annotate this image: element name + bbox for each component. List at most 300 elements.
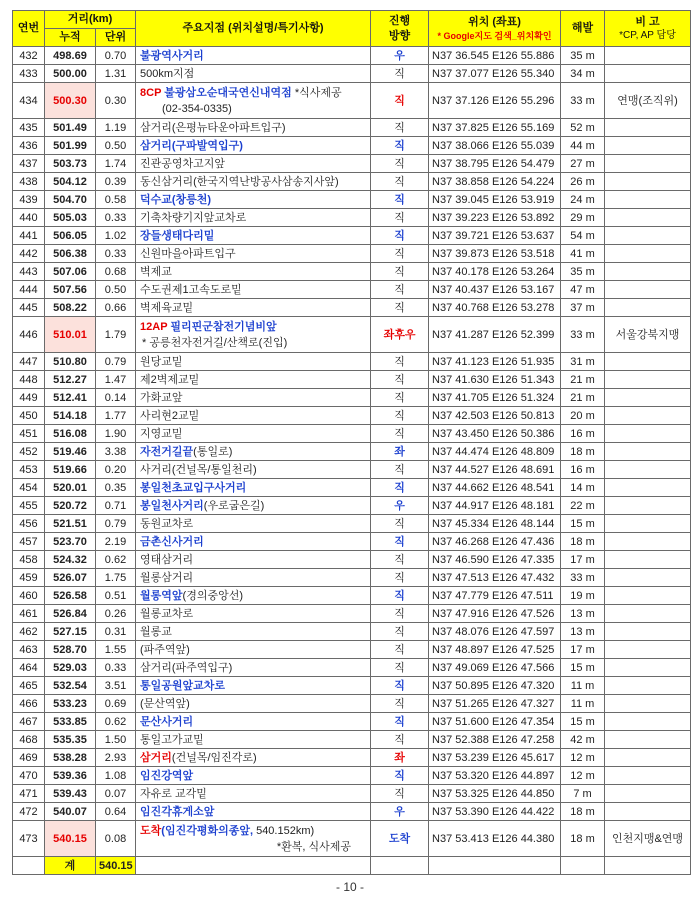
cell-remark: [605, 479, 691, 497]
cell-sequence-number: 459: [13, 569, 45, 587]
cell-direction: 좌: [371, 749, 429, 767]
point-text: *환복, 식사제공: [276, 840, 352, 853]
cell-remark: [605, 731, 691, 749]
cell-coordinates: N37 41.630 E126 51.343: [429, 371, 561, 389]
point-text: 문산사거리: [140, 715, 194, 728]
cell-elevation: 33 m: [561, 83, 605, 119]
table-row: [13, 245, 691, 263]
cell-direction: 직: [371, 371, 429, 389]
total-value: 540.15: [96, 857, 136, 875]
header-distance: 거리(km): [45, 11, 136, 29]
cell-segment-km: 0.30: [96, 83, 136, 119]
point-text: 영태삼거리: [140, 553, 194, 566]
point-line: [140, 732, 367, 748]
cell-direction: 직: [371, 587, 429, 605]
cell-main-point: [136, 461, 371, 479]
cell-segment-km: 0.58: [96, 191, 136, 209]
cell-direction: 직: [371, 191, 429, 209]
point-text: 원당교밑: [140, 355, 183, 368]
cell-segment-km: 0.07: [96, 785, 136, 803]
point-line: [140, 156, 367, 172]
cell-main-point: [136, 623, 371, 641]
cell-segment-km: 0.33: [96, 209, 136, 227]
point-line: [140, 282, 367, 298]
cell-sequence-number: 464: [13, 659, 45, 677]
table-row: [13, 605, 691, 623]
cell-main-point: [136, 227, 371, 245]
cell-direction: 직: [371, 65, 429, 83]
cell-remark: [605, 47, 691, 65]
cell-coordinates: N37 37.126 E126 55.296: [429, 83, 561, 119]
table-row: [13, 227, 691, 245]
cell-sequence-number: 447: [13, 353, 45, 371]
cell-direction: 우: [371, 47, 429, 65]
header-remark-note: *CP, AP 담당: [619, 30, 676, 41]
cell-direction: 직: [371, 461, 429, 479]
cell-sequence-number: 470: [13, 767, 45, 785]
cell-remark: [605, 497, 691, 515]
point-line: [140, 516, 367, 532]
cell-remark: [605, 425, 691, 443]
header-direction-line1: 진행: [388, 14, 411, 27]
cell-remark: 서울강북지맹: [605, 317, 691, 353]
cell-cumulative-km: 508.22: [45, 299, 96, 317]
point-line: [140, 390, 367, 406]
cell-cumulative-km: 512.41: [45, 389, 96, 407]
cell-remark: [605, 569, 691, 587]
point-line: [140, 750, 367, 766]
table-row: [13, 281, 691, 299]
cell-remark: 인천지맹&연맹: [605, 821, 691, 857]
cell-sequence-number: 446: [13, 317, 45, 353]
cell-direction: 직: [371, 533, 429, 551]
cell-sequence-number: 433: [13, 65, 45, 83]
cell-sequence-number: 458: [13, 551, 45, 569]
point-line: [140, 660, 367, 676]
cell-main-point: [136, 641, 371, 659]
cell-coordinates: N37 48.897 E126 47.525: [429, 641, 561, 659]
point-line: [140, 839, 367, 855]
point-line: [140, 714, 367, 730]
cell-direction: 우: [371, 497, 429, 515]
cell-elevation: 13 m: [561, 605, 605, 623]
cell-cumulative-km: 519.66: [45, 461, 96, 479]
cell-main-point: [136, 821, 371, 857]
cell-cumulative-km: 516.08: [45, 425, 96, 443]
table-row: [13, 659, 691, 677]
cell-sequence-number: 457: [13, 533, 45, 551]
table-row: [13, 767, 691, 785]
table-row: [13, 371, 691, 389]
cell-cumulative-km: 506.05: [45, 227, 96, 245]
cell-coordinates: N37 41.287 E126 52.399: [429, 317, 561, 353]
cell-direction: 직: [371, 641, 429, 659]
table-row: [13, 551, 691, 569]
cell-cumulative-km: 538.28: [45, 749, 96, 767]
point-line: [140, 408, 367, 424]
cell-coordinates: N37 42.503 E126 50.813: [429, 407, 561, 425]
point-text: 벽제교: [140, 265, 172, 278]
cell-remark: [605, 515, 691, 533]
cell-coordinates: N37 44.527 E126 48.691: [429, 461, 561, 479]
header-location: [429, 11, 561, 47]
cell-segment-km: 1.77: [96, 407, 136, 425]
cell-segment-km: 1.79: [96, 317, 136, 353]
cell-sequence-number: 471: [13, 785, 45, 803]
cell-main-point: [136, 767, 371, 785]
cell-sequence-number: 442: [13, 245, 45, 263]
point-text: 12AP: [140, 320, 171, 333]
cell-cumulative-km: 520.01: [45, 479, 96, 497]
cell-sequence-number: 469: [13, 749, 45, 767]
table-row: [13, 119, 691, 137]
cell-main-point: [136, 515, 371, 533]
table-row: [13, 785, 691, 803]
cell-main-point: [136, 785, 371, 803]
cell-segment-km: 1.19: [96, 119, 136, 137]
cell-cumulative-km: 529.03: [45, 659, 96, 677]
point-line: [140, 319, 367, 335]
table-row: [13, 461, 691, 479]
cell-remark: [605, 299, 691, 317]
cell-coordinates: N37 41.123 E126 51.935: [429, 353, 561, 371]
point-text: 500km지점: [140, 67, 195, 80]
cell-sequence-number: 454: [13, 479, 45, 497]
cell-direction: 도착: [371, 821, 429, 857]
cell-elevation: 19 m: [561, 587, 605, 605]
cell-coordinates: N37 44.662 E126 48.541: [429, 479, 561, 497]
point-text: 가화교앞: [140, 391, 183, 404]
cell-cumulative-km: 504.12: [45, 173, 96, 191]
point-line: [140, 462, 367, 478]
cell-segment-km: 3.38: [96, 443, 136, 461]
cell-main-point: [136, 353, 371, 371]
cell-direction: 우: [371, 803, 429, 821]
cell-cumulative-km: 520.72: [45, 497, 96, 515]
point-text: *식사제공: [291, 86, 342, 99]
cell-elevation: 34 m: [561, 65, 605, 83]
cell-elevation: 15 m: [561, 515, 605, 533]
cell-main-point: [136, 191, 371, 209]
cell-main-point: [136, 497, 371, 515]
cell-direction: 직: [371, 731, 429, 749]
cell-coordinates: N37 39.721 E126 53.637: [429, 227, 561, 245]
table-row: [13, 299, 691, 317]
cell-sequence-number: 440: [13, 209, 45, 227]
cell-segment-km: 0.50: [96, 281, 136, 299]
cell-elevation: 31 m: [561, 353, 605, 371]
cell-elevation: 33 m: [561, 317, 605, 353]
cell-cumulative-km: 506.38: [45, 245, 96, 263]
point-text: (건널목/임진각로): [171, 751, 257, 764]
table-row: [13, 191, 691, 209]
cell-cumulative-km: 501.99: [45, 137, 96, 155]
point-line: [140, 335, 367, 351]
point-text: 지영교밑: [140, 427, 183, 440]
cell-segment-km: 0.70: [96, 47, 136, 65]
cell-segment-km: 0.35: [96, 479, 136, 497]
cell-elevation: 35 m: [561, 263, 605, 281]
cell-elevation: 54 m: [561, 227, 605, 245]
point-text: 통일고가교밑: [140, 733, 204, 746]
table-row: [13, 65, 691, 83]
cell-segment-km: 0.66: [96, 299, 136, 317]
point-line: [140, 588, 367, 604]
cell-elevation: 13 m: [561, 623, 605, 641]
cell-remark: [605, 749, 691, 767]
cell-coordinates: N37 39.223 E126 53.892: [429, 209, 561, 227]
cell-cumulative-km: 535.35: [45, 731, 96, 749]
cell-main-point: [136, 245, 371, 263]
header-sequence-number: 연번: [13, 11, 45, 47]
cell-coordinates: N37 47.513 E126 47.432: [429, 569, 561, 587]
cell-segment-km: 0.68: [96, 263, 136, 281]
cell-remark: [605, 443, 691, 461]
cell-direction: 직: [371, 785, 429, 803]
total-empty-cell: [371, 857, 429, 875]
cell-coordinates: N37 38.795 E126 54.479: [429, 155, 561, 173]
cell-sequence-number: 463: [13, 641, 45, 659]
cell-coordinates: N37 51.600 E126 47.354: [429, 713, 561, 731]
point-text: 삼거리(은평뉴타운아파트입구): [140, 121, 286, 134]
point-line: [140, 85, 367, 101]
cell-direction: 직: [371, 137, 429, 155]
route-table: [12, 10, 691, 875]
cell-elevation: 15 m: [561, 659, 605, 677]
table-row: [13, 569, 691, 587]
point-line: [140, 210, 367, 226]
cell-remark: [605, 389, 691, 407]
cell-coordinates: N37 36.545 E126 55.886: [429, 47, 561, 65]
cell-remark: [605, 137, 691, 155]
cell-sequence-number: 437: [13, 155, 45, 173]
cell-elevation: 18 m: [561, 443, 605, 461]
cell-direction: 직: [371, 605, 429, 623]
header-location-note: * Google지도 검색_위치확인: [437, 31, 552, 41]
point-line: [140, 48, 367, 64]
point-text: 제2벽제교밑: [140, 373, 200, 386]
table-row: [13, 677, 691, 695]
cell-remark: [605, 371, 691, 389]
cell-cumulative-km: 510.01: [45, 317, 96, 353]
cell-segment-km: 1.75: [96, 569, 136, 587]
cell-remark: [605, 245, 691, 263]
table-row: [13, 209, 691, 227]
point-text: (우로굽은길): [203, 499, 265, 512]
cell-segment-km: 1.02: [96, 227, 136, 245]
table-row: [13, 533, 691, 551]
point-line: [140, 823, 367, 839]
cell-elevation: 17 m: [561, 641, 605, 659]
cell-elevation: 35 m: [561, 47, 605, 65]
table-footer: [13, 857, 691, 875]
cell-segment-km: 0.71: [96, 497, 136, 515]
cell-main-point: [136, 569, 371, 587]
cell-cumulative-km: 498.69: [45, 47, 96, 65]
point-text: 8CP: [140, 86, 165, 99]
cell-coordinates: N37 51.265 E126 47.327: [429, 695, 561, 713]
table-row: [13, 479, 691, 497]
cell-segment-km: 0.62: [96, 551, 136, 569]
point-line: [140, 498, 367, 514]
header-row-top: [13, 11, 691, 29]
point-text: (파주역앞): [140, 643, 190, 656]
point-line: [140, 264, 367, 280]
point-line: [140, 354, 367, 370]
cell-cumulative-km: 540.07: [45, 803, 96, 821]
cell-sequence-number: 436: [13, 137, 45, 155]
cell-main-point: [136, 443, 371, 461]
cell-remark: [605, 461, 691, 479]
point-text: 봉일천초교입구사거리: [140, 481, 247, 494]
point-text: 장들생태다리밑: [140, 229, 215, 242]
point-line: [140, 696, 367, 712]
cell-elevation: 17 m: [561, 551, 605, 569]
point-text: 자유로 교각밑: [140, 787, 207, 800]
cell-sequence-number: 435: [13, 119, 45, 137]
point-text: 금촌신사거리: [140, 535, 204, 548]
cell-elevation: 11 m: [561, 677, 605, 695]
cell-direction: 직: [371, 407, 429, 425]
cell-segment-km: 2.19: [96, 533, 136, 551]
cell-direction: 직: [371, 677, 429, 695]
cell-coordinates: N37 48.076 E126 47.597: [429, 623, 561, 641]
table-row: [13, 623, 691, 641]
cell-coordinates: N37 46.268 E126 47.436: [429, 533, 561, 551]
point-text: 삼거리(파주역입구): [140, 661, 233, 674]
cell-direction: 직: [371, 353, 429, 371]
cell-sequence-number: 443: [13, 263, 45, 281]
cell-sequence-number: 472: [13, 803, 45, 821]
table-row: [13, 155, 691, 173]
cell-remark: [605, 173, 691, 191]
cell-remark: [605, 551, 691, 569]
cell-sequence-number: 465: [13, 677, 45, 695]
cell-sequence-number: 441: [13, 227, 45, 245]
cell-cumulative-km: 526.84: [45, 605, 96, 623]
cell-segment-km: 1.50: [96, 731, 136, 749]
cell-sequence-number: 455: [13, 497, 45, 515]
cell-sequence-number: 467: [13, 713, 45, 731]
header-direction-line2: 방향: [388, 29, 411, 42]
cell-remark: [605, 659, 691, 677]
cell-remark: [605, 695, 691, 713]
cell-coordinates: N37 40.768 E126 53.278: [429, 299, 561, 317]
cell-sequence-number: 449: [13, 389, 45, 407]
cell-main-point: [136, 749, 371, 767]
table-row: [13, 425, 691, 443]
cell-coordinates: N37 44.474 E126 48.809: [429, 443, 561, 461]
point-line: [140, 678, 367, 694]
cell-elevation: 15 m: [561, 713, 605, 731]
cell-elevation: 24 m: [561, 191, 605, 209]
cell-coordinates: N37 45.334 E126 48.144: [429, 515, 561, 533]
cell-main-point: [136, 425, 371, 443]
cell-elevation: 18 m: [561, 803, 605, 821]
cell-cumulative-km: 507.06: [45, 263, 96, 281]
cell-coordinates: N37 38.858 E126 54.224: [429, 173, 561, 191]
cell-remark: [605, 353, 691, 371]
cell-remark: [605, 785, 691, 803]
point-text: 수도권제1고속도로밑: [140, 283, 242, 296]
cell-coordinates: N37 49.069 E126 47.566: [429, 659, 561, 677]
cell-elevation: 18 m: [561, 821, 605, 857]
cell-elevation: 11 m: [561, 695, 605, 713]
cell-direction: 직: [371, 695, 429, 713]
cell-remark: [605, 623, 691, 641]
header-elevation: 해발: [561, 11, 605, 47]
point-text: 동신삼거리(한국지역난방공사삼송지사앞): [140, 175, 339, 188]
cell-coordinates: N37 46.590 E126 47.335: [429, 551, 561, 569]
cell-main-point: [136, 479, 371, 497]
cell-elevation: 12 m: [561, 767, 605, 785]
point-text: 삼거리(구파발역입구): [140, 139, 243, 152]
cell-direction: 직: [371, 713, 429, 731]
point-text: 삼거리: [140, 751, 172, 764]
cell-coordinates: N37 53.239 E126 45.617: [429, 749, 561, 767]
cell-direction: 직: [371, 173, 429, 191]
cell-sequence-number: 466: [13, 695, 45, 713]
cell-segment-km: 0.50: [96, 137, 136, 155]
cell-elevation: 14 m: [561, 479, 605, 497]
page-number: - 10 -: [335, 880, 364, 894]
cell-elevation: 16 m: [561, 425, 605, 443]
cell-remark: [605, 587, 691, 605]
point-line: [140, 804, 367, 820]
cell-direction: 좌후우: [371, 317, 429, 353]
cell-main-point: [136, 263, 371, 281]
cell-direction: 직: [371, 245, 429, 263]
table-row: [13, 407, 691, 425]
cell-cumulative-km: 500.00: [45, 65, 96, 83]
point-text: 540.152km): [253, 824, 315, 837]
cell-segment-km: 0.39: [96, 173, 136, 191]
cell-elevation: 18 m: [561, 533, 605, 551]
table-row: [13, 731, 691, 749]
cell-direction: 직: [371, 623, 429, 641]
point-line: [140, 606, 367, 622]
cell-main-point: [136, 299, 371, 317]
table-row: [13, 47, 691, 65]
point-text: 불광삼오순대국연신내역점: [164, 86, 292, 99]
cell-direction: 직: [371, 281, 429, 299]
point-line: [140, 138, 367, 154]
header-remark-title: 비 고: [635, 16, 660, 28]
point-line: [140, 372, 367, 388]
cell-coordinates: N37 53.413 E126 44.380: [429, 821, 561, 857]
cell-coordinates: N37 43.450 E126 50.386: [429, 425, 561, 443]
cell-sequence-number: 468: [13, 731, 45, 749]
cell-sequence-number: 461: [13, 605, 45, 623]
total-label: 계: [45, 857, 96, 875]
cell-elevation: 47 m: [561, 281, 605, 299]
cell-main-point: [136, 803, 371, 821]
cell-remark: [605, 713, 691, 731]
cell-direction: 좌: [371, 443, 429, 461]
total-row: [13, 857, 691, 875]
point-text: 불광역사거리: [140, 49, 204, 62]
cell-segment-km: 0.79: [96, 515, 136, 533]
cell-segment-km: 1.31: [96, 65, 136, 83]
point-line: [140, 570, 367, 586]
point-text: 사리현2교밑: [140, 409, 200, 422]
point-text: 월롱교: [140, 625, 172, 638]
cell-segment-km: 0.64: [96, 803, 136, 821]
point-line: [140, 300, 367, 316]
cell-elevation: 27 m: [561, 155, 605, 173]
point-text: (02-354-0335): [162, 102, 232, 115]
table-row: [13, 587, 691, 605]
